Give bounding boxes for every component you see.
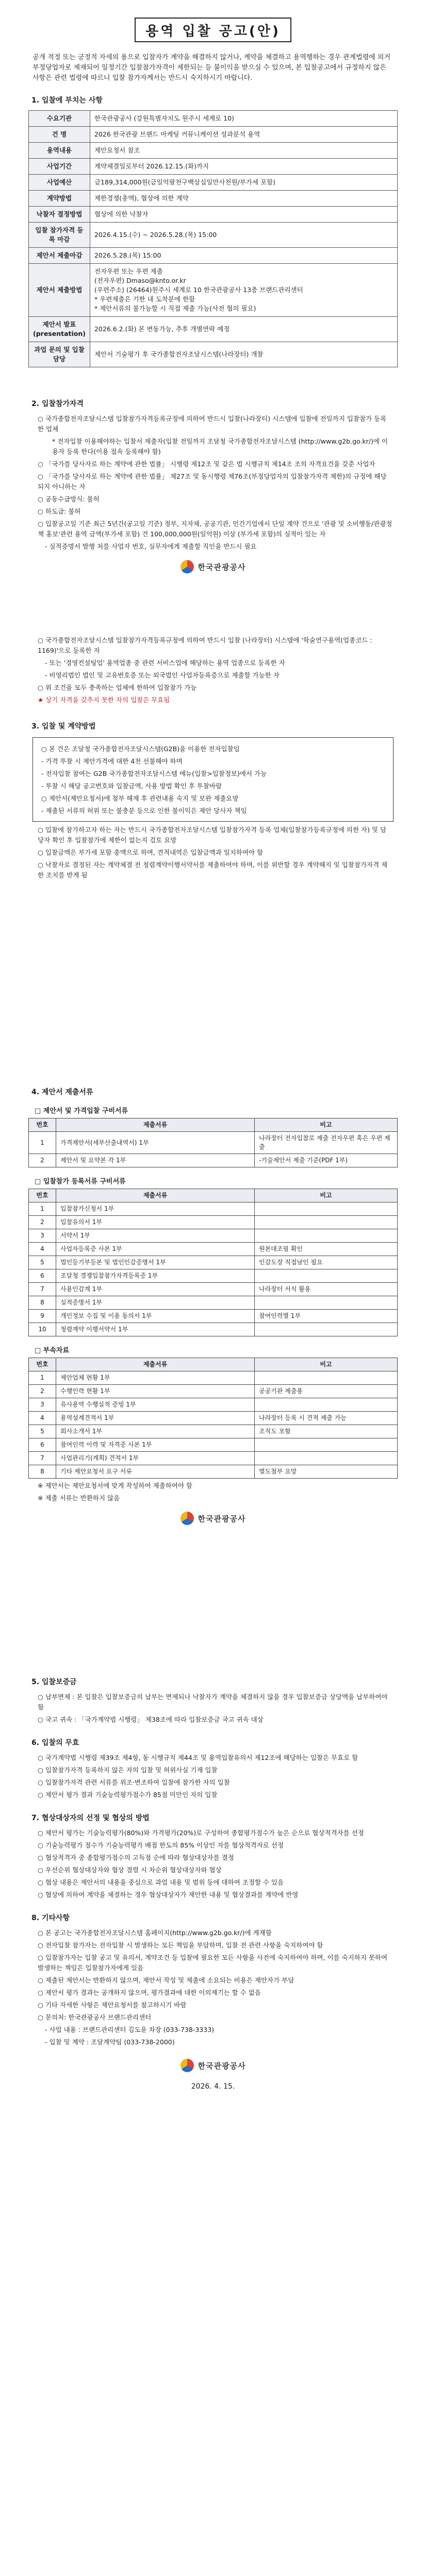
row-doc: 유사용역 수행실적 증빙 1부: [56, 1398, 255, 1412]
paragraph: * 전자입찰 이용해야하는 입찰서 제출자(입찰 전일까지 조달청 국가종합전자조달시스템 (http://www.g2b.go.kr/)에 이용자 등록 한다(이용 접속 등록해야 함): [52, 437, 388, 455]
row-num: 1: [29, 1132, 56, 1154]
row-num: 5: [29, 1425, 56, 1438]
paragraph: ○ 협상적격자 중 종합평가점수의 고득점 순에 따라 협상대상자를 결정: [38, 1854, 234, 1861]
row-note: [255, 1202, 398, 1216]
info-row-value: 2026 한국관광 브랜드 마케팅 커뮤니케이션 성과분석 용역: [90, 127, 397, 143]
table-row: [29, 1269, 398, 1283]
paragraph: ○ 납부면제 : 본 입찰은 입찰보증금의 납부는 면제되나 낙찰자가 계약을 체결하지 않을 경우 입찰보증금 상당액을 납부하여야 함: [38, 1693, 388, 1711]
row-doc: 수행인력 현황 1부: [56, 1385, 255, 1398]
paragraph: ○ 협상 내용은 제안서의 내용을 중심으로 과업 내용 및 범위 등에 대하여 조정할 수 있음: [38, 1878, 284, 1886]
row-note: 나라장터 서식 활용: [255, 1283, 398, 1296]
row-doc: 사업자등록증 사본 1부: [56, 1243, 255, 1256]
row-num: 5: [29, 1256, 56, 1269]
row-note: 나라장터 등록 시 견적 제출 가능: [255, 1412, 398, 1425]
registration-docs-table: [28, 1189, 398, 1336]
section-2-body-2: [28, 635, 398, 705]
paragraph: ※ 제출 서류는 반환하지 않음: [38, 1494, 120, 1502]
paragraph: ○ 제안서 평가 결과 기술능력평가점수가 85점 미만인 자의 입찰: [38, 1791, 218, 1799]
org-logo-3: 한국관광공사: [28, 2059, 398, 2072]
table-header-row: [29, 1118, 398, 1132]
info-row-label: 사업기간: [29, 159, 90, 175]
paragraph: - 실적증명서 발행 처를 사업자 번호, 실무자에게 제출할 직인을 반드시 필요: [45, 543, 257, 550]
bid-info-table: [28, 110, 398, 367]
row-num: 2: [29, 1154, 56, 1167]
col-num: 번호: [29, 1118, 56, 1132]
row-num: 2: [29, 1385, 56, 1398]
row-note: 인감도장 직접날인 필요: [255, 1256, 398, 1269]
paragraph: ※ 제안서는 제안요청서에 맞게 작성하여 제출하여야 함: [38, 1482, 192, 1489]
info-row-value: 2026.4.15.(수) ~ 2026.5.28.(목) 15:00: [90, 223, 397, 248]
presentation-label: 제안서 발표 (presentation): [29, 317, 90, 342]
row-num: 7: [29, 1452, 56, 1465]
row-doc: 입찰유의서 1부: [56, 1216, 255, 1229]
col-num: 번호: [29, 1189, 56, 1202]
paragraph: ○ 「국가를 당사자로 하는 계약에 관한 법률」 시행령 제12조 및 같은 법 시행규칙 제14조 조의 자격요건을 갖춘 사업자: [38, 460, 375, 468]
col-doc: 제출서류: [56, 1358, 255, 1371]
paragraph: ○ 협상에 의하여 계약을 체결하는 경우 협상대상자가 제안한 내용 및 협상결과를 계약에 반영: [38, 1891, 299, 1899]
row-doc: 제안업체 현황 1부: [56, 1371, 255, 1385]
table-row: [29, 1310, 398, 1323]
paragraph: ○ 국고 귀속 : 「국가계약법 시행령」 제38조에 따라 입찰보증금 국고 귀속 대상: [38, 1716, 264, 1723]
info-row-value: 계약체결일로부터 2026.12.15.(화)까지: [90, 159, 397, 175]
info-row-label: 입찰 참가자격 등록 마감: [29, 223, 90, 248]
section-7-body: [28, 1828, 398, 1900]
info-row: [29, 175, 398, 191]
row-doc: 용역설계견적서 1부: [56, 1412, 255, 1425]
section-1-heading: 1. 입찰에 부치는 사항: [31, 96, 103, 105]
row-num: 10: [29, 1323, 56, 1336]
paragraph: ○ 공동수급방식: 불허: [38, 495, 100, 503]
paragraph: ○ 입찰금액은 부가세 포함 총액으로 하며, 견적내역은 입찰금액과 일치하여야 함: [38, 849, 264, 856]
paragraph: - 제출된 서류의 허위 또는 불충분 등으로 인한 불이익은 제안 당사자 책임: [41, 807, 247, 815]
proposal-docs-table: [28, 1118, 398, 1167]
row-num: 7: [29, 1283, 56, 1296]
table-row: [29, 1425, 398, 1438]
attachments-table: [28, 1358, 398, 1479]
paragraph: - 가격 투찰 시 제안가격에 대한 4천 선불해야 하며: [41, 757, 183, 765]
table-row: [29, 1243, 398, 1256]
info-row-label: 제안서 제출마감: [29, 248, 90, 264]
section-2-heading: 2. 입찰참가자격: [31, 400, 84, 408]
paragraph: - 투찰 시 해당 공고번호와 입찰금액, 사용 방법 확인 후 투찰바람: [41, 782, 222, 790]
row-num: 1: [29, 1202, 56, 1216]
info-row-label: 낙찰자 결정방법: [29, 207, 90, 223]
row-doc: 사업관리기(계획) 견적서 1부: [56, 1452, 255, 1465]
table-row: [29, 1412, 398, 1425]
intro-paragraph: 공개 적정 또는 긍정적 자세의 용으로 입찰자가 계약을 해결하지 않거나, 계약을 체결하고 용역행하는 경우 관계법령에 의거 부정당업자로 제재되어 일정기간 입찰참가자격이 제한되는 등 불이익을 받으실 수 있으며, 본 입찰공고에서 규정하지 않은 사항은 관련 법령에 따르니 입찰 참가자께서는 반드시 숙지하시기 바랍니다.: [32, 54, 391, 82]
paragraph: - 비영리법인 법인 및 고유번호증 또는 외국법인 사업자등록증으로 제출할 가능한 자: [45, 671, 280, 679]
section-6-body: [28, 1753, 398, 1800]
paragraph: - 사업 내용 : 브랜드관리센터 김도윤 차장 (033-738-3333): [45, 2026, 215, 2033]
row-note: [255, 1323, 398, 1336]
row-note: [255, 1296, 398, 1310]
paragraph: ○ 본 공고는 국가종합전자조달시스템 홈페이지(http://www.g2b.go.kr/)에 게재함: [38, 1929, 272, 1937]
table-row: [29, 1323, 398, 1336]
row-num: 4: [29, 1412, 56, 1425]
col-note: 비고: [255, 1118, 398, 1132]
paragraph: ○ 제안서 평가 결과는 공개하지 않으며, 평가결과에 대한 이의제기는 할 수 없음: [38, 1989, 261, 1996]
contact-value: 제안서 기술평가 후 국가종합전자조달시스템(나라장터) 개찰: [90, 342, 397, 367]
paragraph: - 전자입찰 참여는 G2B 국가종합전자조달시스템 메뉴(입찰>입찰정보)에서 가능: [41, 770, 267, 777]
section-4-footnotes: [28, 1481, 398, 1503]
contact-label: 과업 문의 및 입찰 담당: [29, 342, 90, 367]
org-logo-2: 한국관광공사: [28, 1512, 398, 1525]
row-doc: 제안서 및 요약본 각 1부: [56, 1154, 255, 1167]
row-note: 조직도 포함: [255, 1425, 398, 1438]
row-note: 공공기관 제출용: [255, 1385, 398, 1398]
paragraph: ○ 제안서(제안요청서)에 첨부 해제 후 관련내용 숙지 및 보완 제출요망: [41, 794, 239, 802]
row-num: 6: [29, 1269, 56, 1283]
info-row-value: 제안요청서 참조: [90, 143, 397, 159]
table-row: [29, 1465, 398, 1479]
paragraph: ○ 입찰참가자는 입찰 공고 및 유의서, 계약조건 등 입찰에 필요한 모든 사항을 사전에 숙지하여야 하며, 이를 숙지하지 못하여 발생하는 책임은 입찰참가자에게 있음: [38, 1954, 388, 1972]
table-row: [29, 1385, 398, 1398]
info-row: [29, 127, 398, 143]
col-num: 번호: [29, 1358, 56, 1371]
submit-method-value: 전자우편 또는 우편 제출 (전자우편) Dmaso@knto.or.kr (우편주소) (26464)원주시 세계로 10 한국관광공사 13층 브랜드관리센터 * 우편제출은 기한 내 도착분에 한함 * 제안서류의 불가능할 시 직접 제출 가능(사전 협의 필요): [90, 264, 397, 317]
paragraph: ○ 본 건은 조달청 국가종합전자조달시스템(G2B)을 이용한 전자입찰임: [41, 745, 240, 753]
info-row: [29, 111, 398, 127]
col-note: 비고: [255, 1189, 398, 1202]
org-logo-icon: [181, 560, 194, 573]
paragraph: ○ 국가종합전자조달시스템 입찰참가자격등록규정에 의하여 반드시 입찰(나라장터) 시스템에 입찰에 전일까지 입찰참가 등록한 업체: [38, 415, 387, 433]
row-doc: 개인정보 수집 및 이용 동의서 1부: [56, 1310, 255, 1323]
info-row-value: 협상에 의한 낙찰자: [90, 207, 397, 223]
paragraph: ○ 제안서 평가는 기술능력평가(80%)와 가격평가(20%)로 구성하여 종합평가점수가 높은 순으로 협상적격자를 선정: [38, 1829, 364, 1837]
table-row: [29, 1438, 398, 1452]
section-3-heading: 3. 입찰 및 계약방법: [31, 722, 96, 731]
paragraph: ○ 제출된 제안서는 반환하지 않으며, 제안서 작성 및 제출에 소요되는 비용은 제안자가 부담: [38, 1976, 294, 1984]
paragraph: ○ 하도급: 불허: [38, 507, 81, 515]
row-note: 원본대조필 확인: [255, 1243, 398, 1256]
row-doc: 사용인감계 1부: [56, 1283, 255, 1296]
paragraph: ○ 전자입찰 참가자는 전자입찰 시 발생하는 모든 책임을 부담하며, 입찰 전 관련 사항을 숙지하여야 함: [38, 1941, 323, 1949]
paragraph: ○ 낙찰자로 결정된 자는 계약체결 전 청렴계약이행서약서를 제출하여야 하며, 이를 위반할 경우 계약해지 및 입찰참가자격 제한 조치를 받게 됨: [38, 861, 388, 879]
paragraph: ○ 위 조건을 모두 충족하는 업체에 한하여 입찰참가 가능: [38, 684, 197, 691]
row-note: [255, 1371, 398, 1385]
info-row-value: 한국관광공사 (강원특별자치도 원주시 세계로 10): [90, 111, 397, 127]
col-note: 비고: [255, 1358, 398, 1371]
info-row: [29, 143, 398, 159]
row-doc: 참여인력 이력 및 자격증 사본 1부: [56, 1438, 255, 1452]
section-6-heading: 6. 입찰의 무효: [31, 1739, 79, 1747]
table-row: [29, 1398, 398, 1412]
row-doc: 기타 제안요청서 요구 서류: [56, 1465, 255, 1479]
table-row: [29, 1216, 398, 1229]
row-note: [255, 1216, 398, 1229]
row-num: 8: [29, 1465, 56, 1479]
section-2-body: [28, 414, 398, 552]
info-row-label: 계약방법: [29, 191, 90, 207]
info-row-label: 수요기관: [29, 111, 90, 127]
row-doc: 청렴계약 이행서약서 1부: [56, 1323, 255, 1336]
section-5-heading: 5. 입찰보증금: [31, 1678, 77, 1686]
paragraph: ○ 문의처: 한국관광공사 브랜드관리센터: [38, 2013, 152, 2021]
table-row: [29, 1296, 398, 1310]
subhead-attachments: □ 부속자료: [35, 1347, 70, 1354]
paragraph: ○ 입찰공고일 기준 최근 5년간(공고일 기준) 정부, 지자체, 공공기관, 민간기업에서 단일 계약 건으로 '관광 및 소비행동/관광정책 홍보'관련 용역 금액(부가세 포함) 건 100,000,000원(일억원) 이상 (부가세 포함)의 실적이 있는 자: [38, 520, 392, 538]
row-num: 3: [29, 1229, 56, 1243]
info-row: [29, 159, 398, 175]
paragraph: ○ 「국가를 당사자로 하는 계약에 관한 법률」 제27조 및 동시행령 제76조(부정당업자의 입찰참가자격 제한)의 규정에 해당되지 아니하는 자: [38, 472, 387, 490]
row-num: 6: [29, 1438, 56, 1452]
info-row: [29, 191, 398, 207]
bid-method-notes-box: [32, 737, 394, 822]
org-logo-icon: [181, 2059, 194, 2072]
section-8-body: [28, 1928, 398, 2047]
section-8-heading: 8. 기타사항: [31, 1914, 70, 1922]
table-row: [29, 1283, 398, 1296]
row-note: -기술제안서 제출 기준(PDF 1부): [255, 1154, 398, 1167]
subhead-proposal-docs: □ 제안서 및 가격입찰 구비서류: [35, 1107, 128, 1115]
row-doc: 실적증명서 1부: [56, 1296, 255, 1310]
info-row-value: 제한경쟁(총액), 협상에 의한 계약: [90, 191, 397, 207]
info-row: [29, 223, 398, 248]
row-num: 4: [29, 1243, 56, 1256]
announcement-page: [28, 0, 398, 2091]
table-row: [29, 1132, 398, 1154]
info-row-label: 용역내용: [29, 143, 90, 159]
info-row-label: 건 명: [29, 127, 90, 143]
paragraph: ○ 기술능력평가 점수가 기술능력평가 배점 한도의 85% 이상인 자를 협상적격자로 선정: [38, 1841, 284, 1849]
submit-method-label: 제안서 제출방법: [29, 264, 90, 317]
section-5-body: [28, 1692, 398, 1725]
section-4-heading: 4. 제안서 제출서류: [31, 1088, 93, 1096]
section-7-heading: 7. 협상대상자의 선정 및 협상의 방법: [31, 1814, 150, 1822]
row-note: [255, 1398, 398, 1412]
row-doc: 회사소개서 1부: [56, 1425, 255, 1438]
row-doc: 가격제안서(세부산출내역서) 1부: [56, 1132, 255, 1154]
paragraph: ○ 입찰참가자격 등록하지 않은 자의 입찰 및 허위사실 기재 입찰: [38, 1766, 218, 1774]
row-doc: 법인등기부등본 및 법인인감증명서 1부: [56, 1256, 255, 1269]
row-doc: 조달청 경쟁입찰참가자격등록증 1부: [56, 1269, 255, 1283]
page-title: 용역 입찰 공고(안): [135, 18, 291, 42]
info-row: [29, 207, 398, 223]
row-note: 참여인력별 1부: [255, 1310, 398, 1323]
org-logo-icon: [181, 1512, 194, 1525]
paragraph: ○ 국가계약법 시행령 제39조 제4항, 동 시행규칙 제44조 및 용역입찰유의서 제12조에 해당하는 입찰은 무효로 함: [38, 1754, 358, 1761]
org-logo: 한국관광공사: [28, 560, 398, 573]
row-doc: 입찰참가신청서 1부: [56, 1202, 255, 1216]
row-note: 나라장터 전자입찰로 제출 전자우편 혹은 우편 제출: [255, 1132, 398, 1154]
paragraph: ○ 입찰에 참가하고자 하는 자는 반드시 국가종합전자조달시스템 입찰참가자격 등록 업체(입찰참가등록규정에 의한 자) 및 담당자 확인 후 입찰참가에 제한이 없는지 검토 요망: [38, 826, 387, 844]
presentation-value: 2026.6.2.(화) 본 변동가능, 추후 개별연락 예정: [90, 317, 397, 342]
row-num: 8: [29, 1296, 56, 1310]
row-num: 1: [29, 1371, 56, 1385]
info-row-value: 금189,314,000원(금일억팔천구백삼십일만사천원/부가세 포함): [90, 175, 397, 191]
col-doc: 제출서류: [56, 1189, 255, 1202]
row-note: [255, 1438, 398, 1452]
paragraph: - 또는 '경영컨설팅업' 용역업종 중 관련 서비스업에 해당하는 용역 업종으로 등록한 자: [45, 659, 285, 667]
paragraph: - 입찰 및 계약 : 조달계약팀 (033-738-2000): [45, 2038, 175, 2046]
table-row: [29, 1371, 398, 1385]
table-row: [29, 1154, 398, 1167]
row-num: 3: [29, 1398, 56, 1412]
table-row: [29, 1229, 398, 1243]
row-note: 별도첨부 요망: [255, 1465, 398, 1479]
row-note: [255, 1269, 398, 1283]
announcement-date: 2026. 4. 15.: [191, 2082, 235, 2091]
table-row: [29, 1452, 398, 1465]
info-row: [29, 248, 398, 264]
table-row: [29, 1202, 398, 1216]
paragraph: ○ 우선순위 협상대상자와 협상 결렬 시 차순위 협상대상자와 협상: [38, 1866, 222, 1874]
info-row-label: 사업예산: [29, 175, 90, 191]
paragraph: ○ 기타 자세한 사항은 제안요청서를 참고하시기 바람: [38, 2001, 187, 2009]
subhead-registration-docs: □ 입찰참가 등록서류 구비서류: [35, 1178, 126, 1185]
table-row: [29, 1256, 398, 1269]
row-num: 2: [29, 1216, 56, 1229]
row-note: [255, 1229, 398, 1243]
row-num: 9: [29, 1310, 56, 1323]
col-doc: 제출서류: [56, 1118, 255, 1132]
paragraph: ○ 국가종합전자조달시스템 입찰참가자격등록규정에 의하여 반드시 입찰 (나라장터) 시스템에 '학술연구용역(업종코드 : 1169)'으로 등록한 자: [38, 636, 372, 654]
paragraph: ★ 상기 자격을 갖추지 못한 자의 입찰은 무효됨: [38, 696, 170, 704]
row-note: [255, 1452, 398, 1465]
paragraph: ○ 입찰참가자격 관련 서류를 위조·변조하여 입찰에 참가한 자의 입찰: [38, 1778, 230, 1786]
row-doc: 서약서 1부: [56, 1229, 255, 1243]
section-3-body: [28, 825, 398, 880]
table-header-row: [29, 1189, 398, 1202]
table-header-row: [29, 1358, 398, 1371]
info-row-value: 2026.5.28.(목) 15:00: [90, 248, 397, 264]
